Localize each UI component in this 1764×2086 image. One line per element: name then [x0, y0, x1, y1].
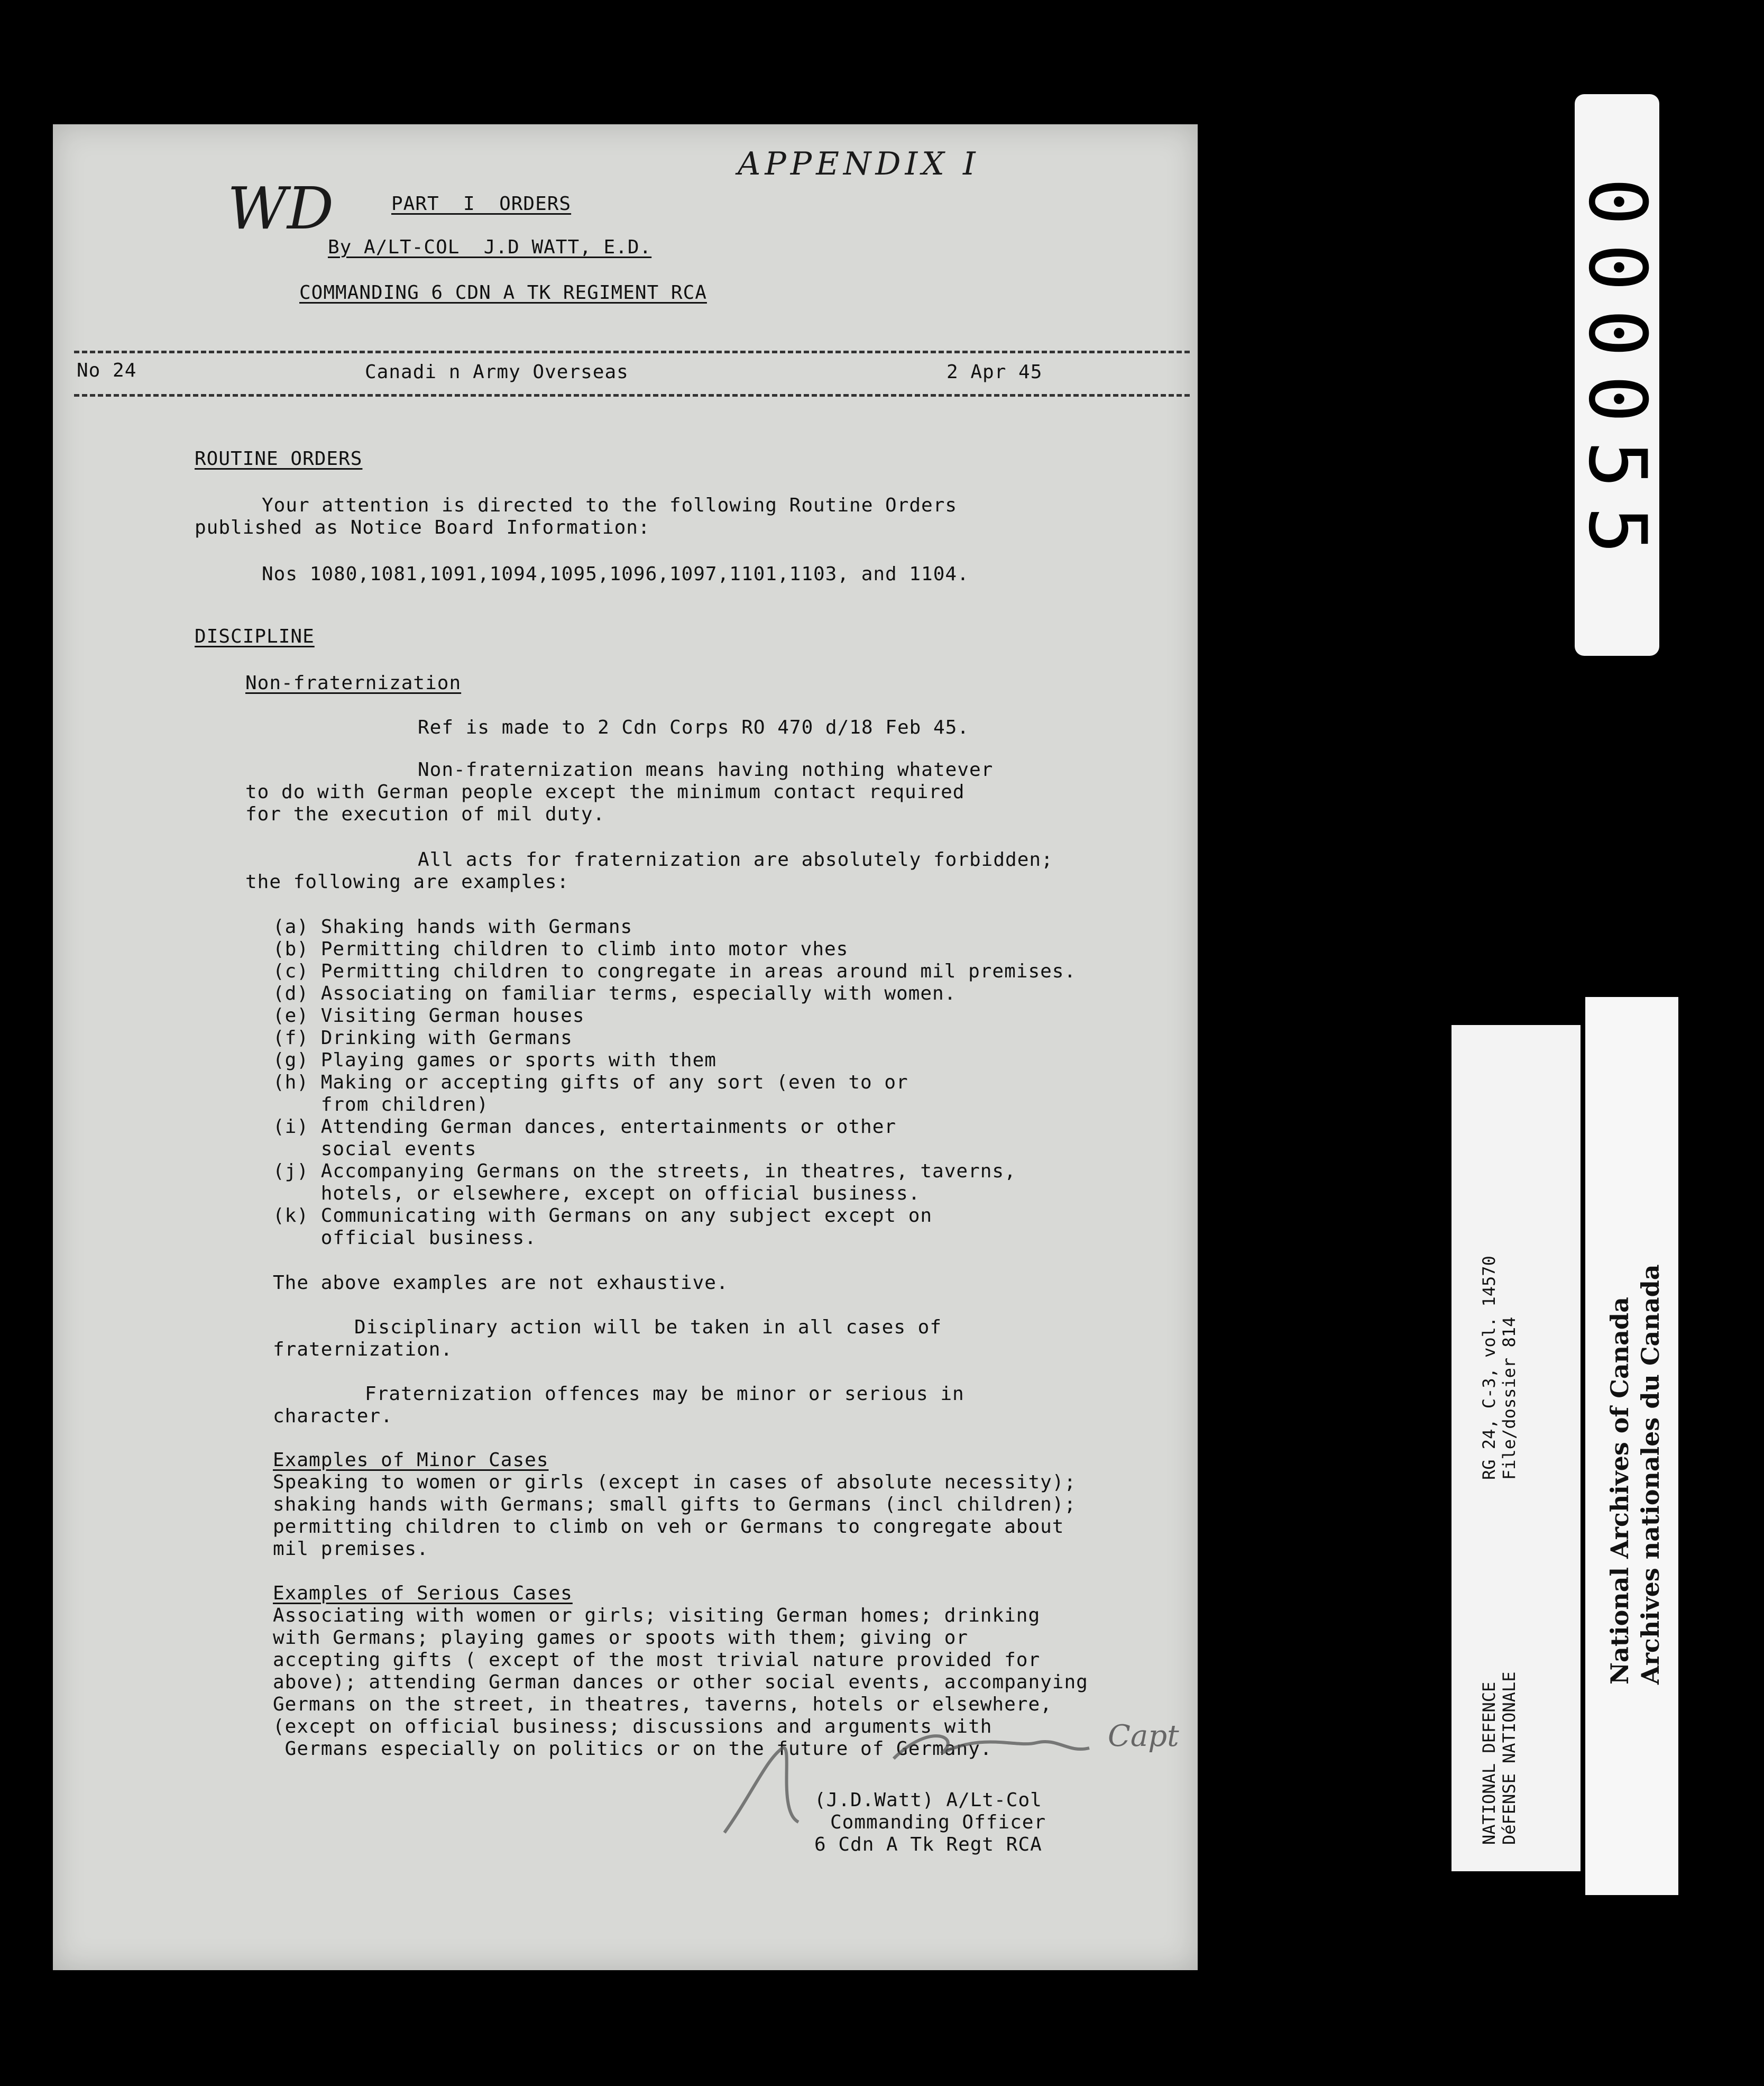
archives-name-fr: Archives nationales du Canada: [1636, 1264, 1665, 1685]
signature-name: (J.D.Watt) A/Lt-Col: [814, 1789, 1042, 1811]
example-line: social events: [273, 1138, 477, 1160]
issue-number: No 24: [77, 360, 137, 381]
document-page: [53, 124, 1198, 1970]
handwritten-wd: WD: [227, 175, 334, 242]
commanding-line: COMMANDING 6 CDN A TK REGIMENT RCA: [299, 282, 707, 304]
example-line: (g) Playing games or sports with them: [273, 1049, 716, 1071]
example-line: official business.: [273, 1227, 537, 1249]
offences-line-2: character.: [273, 1405, 393, 1427]
example-line: (i) Attending German dances, entertainments or other: [273, 1116, 897, 1138]
serious-case-line: Associating with women or girls; visiting German homes; drinking: [273, 1605, 1041, 1626]
reference-line: Ref is made to 2 Cdn Corps RO 470 d/18 Feb 45.: [418, 717, 969, 738]
example-line: (f) Drinking with Germans: [273, 1027, 573, 1049]
routine-para-2: published as Notice Board Information:: [195, 517, 650, 538]
signature-unit: 6 Cdn A Tk Regt RCA: [814, 1834, 1042, 1855]
example-line: hotels, or elsewhere, except on official business.: [273, 1183, 921, 1204]
minor-cases-heading: Examples of Minor Cases: [273, 1449, 549, 1471]
definition-line-1: Non-fraternization means having nothing whatever: [418, 759, 994, 781]
department-line-1: NATIONAL DEFENCE: [1479, 1681, 1499, 1845]
minor-case-line: Speaking to women or girls (except in cases of absolute necessity);: [273, 1471, 1077, 1493]
routine-heading: ROUTINE ORDERS: [195, 448, 363, 470]
example-line: (d) Associating on familiar terms, especially with women.: [273, 983, 957, 1004]
archive-ref-line-2: File/dossier 814: [1499, 1316, 1519, 1480]
routine-para-1: Your attention is directed to the following Routine Orders: [262, 495, 958, 516]
minor-case-line: mil premises.: [273, 1538, 429, 1560]
serious-case-line: Germans on the street, in theatres, taverns, hotels or elsewhere,: [273, 1694, 1052, 1715]
non-fraternization-heading: Non-fraternization: [245, 672, 462, 694]
discipline-heading: DISCIPLINE: [195, 626, 315, 647]
divider-top: [74, 351, 1190, 353]
issue-location: Canadi n Army Overseas: [365, 361, 629, 383]
acts-line-2: the following are examples:: [245, 871, 569, 893]
example-line: (j) Accompanying Germans on the streets, in theatres, taverns,: [273, 1160, 1016, 1182]
example-line: (h) Making or accepting gifts of any sort (even to or: [273, 1072, 908, 1093]
example-line: from children): [273, 1094, 489, 1115]
serious-case-line: with Germans; playing games or spoots with them; giving or: [273, 1627, 969, 1649]
example-line: (k) Communicating with Germans on any subject except on: [273, 1205, 933, 1227]
example-line: (a) Shaking hands with Germans: [273, 916, 633, 938]
department-line-2: DéFENSE NATIONALE: [1499, 1671, 1519, 1845]
issue-date: 2 Apr 45: [947, 361, 1043, 383]
stamp-number: 000055: [1571, 178, 1663, 572]
example-line: (e) Visiting German houses: [273, 1005, 585, 1027]
example-line: (b) Permitting children to climb into motor vhes: [273, 938, 849, 960]
action-line-2: fraternization.: [273, 1339, 453, 1360]
serious-cases-heading: Examples of Serious Cases: [273, 1582, 573, 1604]
serious-case-line: accepting gifts ( except of the most trivial nature provided for: [273, 1649, 1041, 1671]
archive-stamp: [1571, 94, 1663, 656]
not-exhaustive-line: The above examples are not exhaustive.: [273, 1272, 729, 1294]
definition-line-3: for the execution of mil duty.: [245, 803, 605, 825]
appendix-label: APPENDIX I: [738, 145, 980, 182]
archives-name-en: National Archives of Canada: [1605, 1297, 1634, 1685]
by-line: By A/LT-COL J.D WATT, E.D.: [328, 236, 652, 258]
national-archives-label: [1585, 997, 1678, 1895]
definition-line-2: to do with German people except the minimum contact required: [245, 781, 965, 803]
action-line-1: Disciplinary action will be taken in all cases of: [354, 1316, 942, 1338]
archive-ref-line-1: RG 24, C-3, vol. 14570: [1479, 1256, 1499, 1480]
signature-role: Commanding Officer: [830, 1811, 1046, 1833]
serious-case-line: (except on official business; discussions and arguments with: [273, 1716, 993, 1737]
acts-line-1: All acts for fraternization are absolutely forbidden;: [418, 849, 1053, 871]
handwritten-capt: Capt: [1108, 1719, 1179, 1753]
serious-case-line: Germans especially on politics or on the future of Germany.: [273, 1738, 993, 1760]
minor-case-line: permitting children to climb on veh or Germans to congregate about: [273, 1516, 1064, 1538]
routine-numbers: Nos 1080,1081,1091,1094,1095,1096,1097,1101,1103, and 1104.: [262, 563, 969, 585]
offences-line-1: Fraternization offences may be minor or serious in: [365, 1383, 964, 1405]
archive-reference-label: [1451, 1025, 1581, 1871]
example-line: (c) Permitting children to congregate in areas around mil premises.: [273, 960, 1077, 982]
serious-case-line: above); attending German dances or other social events, accompanying: [273, 1671, 1088, 1693]
orders-title: PART I ORDERS: [391, 193, 572, 215]
minor-case-line: shaking hands with Germans; small gifts to Germans (incl children);: [273, 1494, 1077, 1515]
divider-bottom: [74, 394, 1190, 397]
